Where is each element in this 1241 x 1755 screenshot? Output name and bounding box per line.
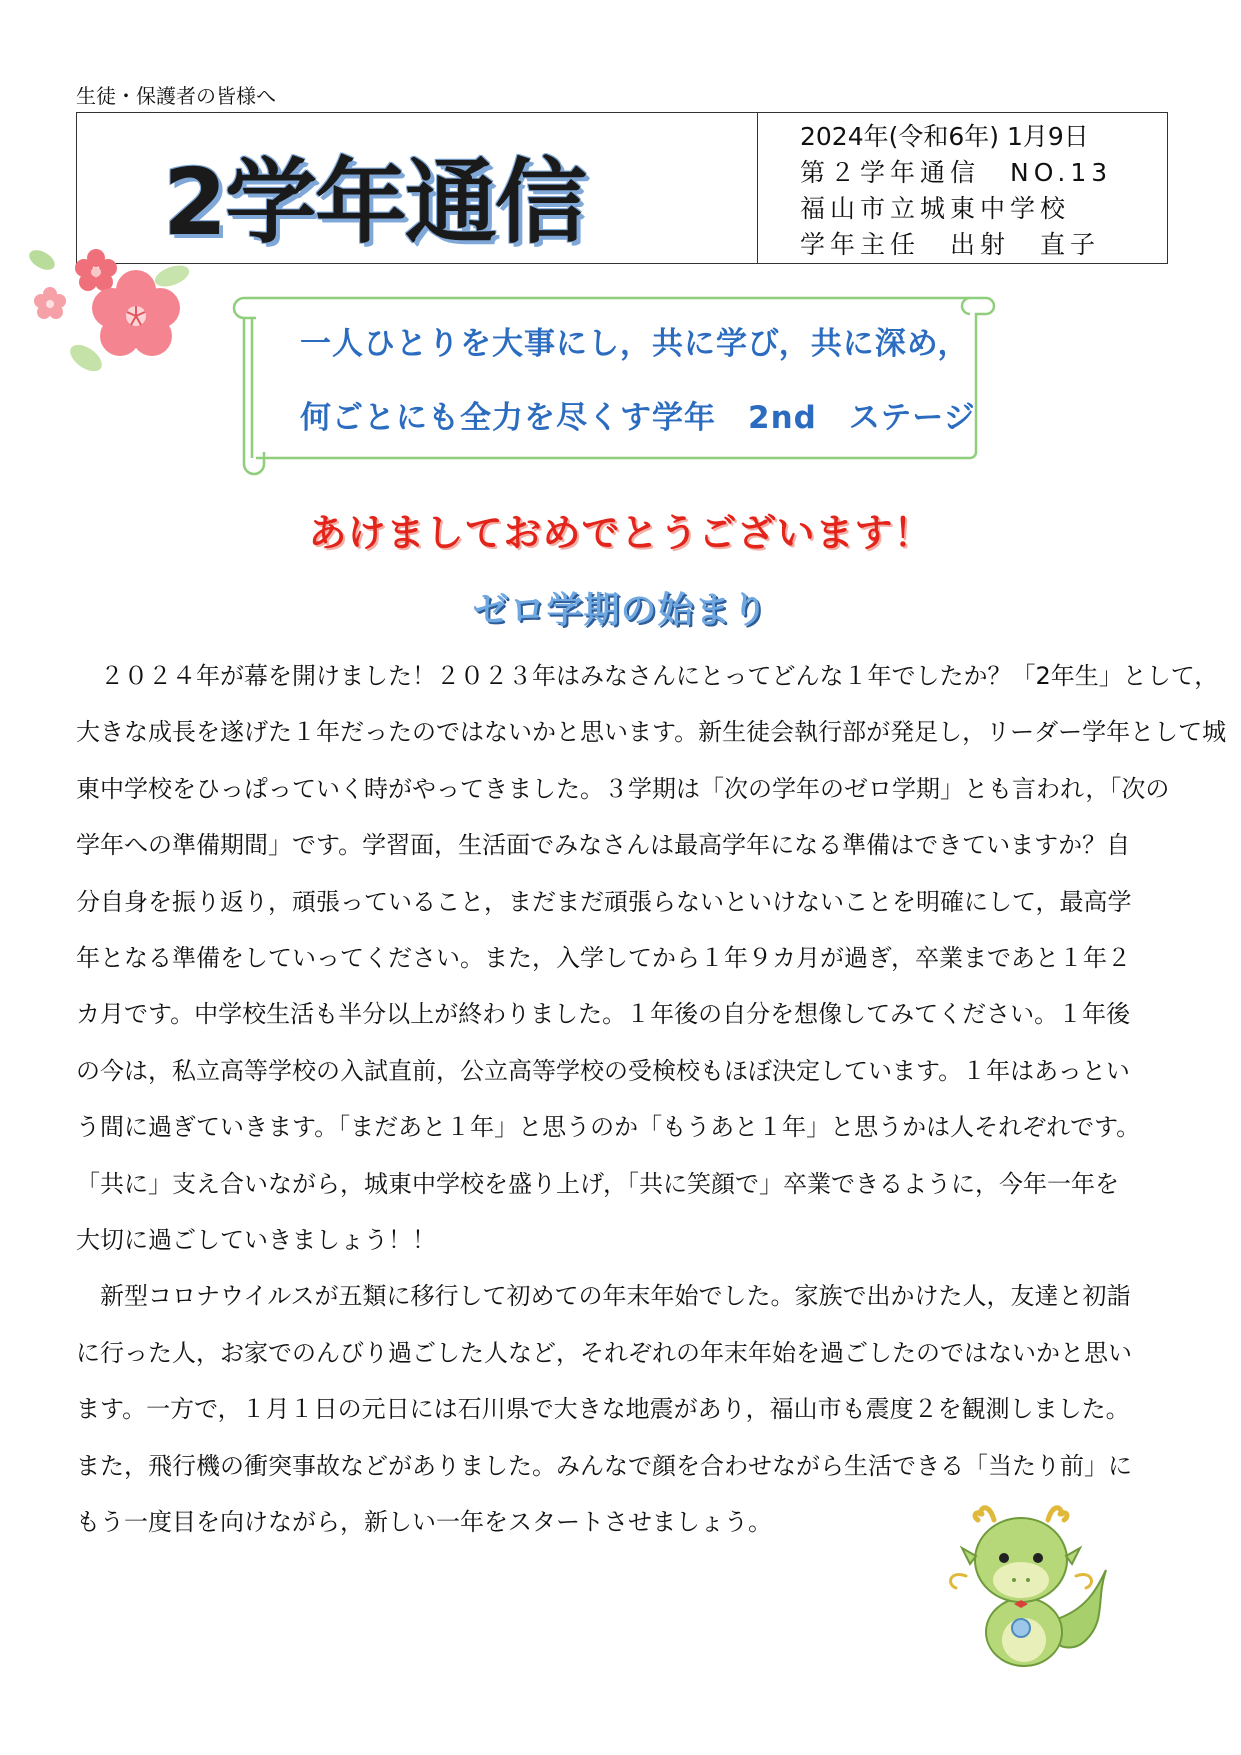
section-heading: ゼロ学期の始まり bbox=[472, 590, 769, 631]
body-line: もう一度目を向けながら，新しい一年をスタートさせましょう。 bbox=[76, 1508, 772, 1537]
header-box bbox=[76, 112, 1168, 264]
dragon-mascot-icon bbox=[936, 1500, 1116, 1670]
addressee: 生徒・保護者の皆様へ bbox=[76, 84, 276, 108]
body-line: 学年への準備期間」です。学習面，生活面でみなさんは最高学年になる準備はできていますか？自 bbox=[76, 831, 1131, 860]
body-text bbox=[76, 648, 1227, 1551]
body-line: 大切に過ごしていきましょう！！ bbox=[76, 1226, 436, 1255]
body-line: 東中学校をひっぱっていく時がやってきました。３学期は「次の学年のゼロ学期」とも言われ，「次の bbox=[76, 774, 1170, 803]
motto-line-1: 一人ひとりを大事にし，共に学び，共に深め， bbox=[300, 326, 970, 362]
body-line: 分自身を振り返り，頑張っていること，まだまだ頑張らないといけないことを明確にして，最高学 bbox=[76, 887, 1132, 916]
issue-number: 第２学年通信 NO.13 bbox=[800, 158, 1113, 187]
body-line: の今は，私立高等学校の入試直前，公立高等学校の受検校もほぼ決定しています。１年はあっとい bbox=[76, 1056, 1130, 1085]
body-line: に行った人，お家でのんびり過ごした人など，それぞれの年末年始を過ごしたのではないかと思い bbox=[76, 1338, 1132, 1367]
plum-blossom-icon bbox=[24, 246, 194, 376]
teacher-name: 学年主任 出射 直子 bbox=[800, 230, 1101, 259]
body-line: 大きな成長を遂げた１年だったのではないかと思います。新生徒会執行部が発足し，リーダー学年として城 bbox=[76, 718, 1227, 747]
body-line: 年となる準備をしていってください。また，入学してから１年９カ月が過ぎ，卒業まであと１年２ bbox=[76, 944, 1132, 973]
issue-info bbox=[757, 113, 1167, 263]
body-line: 新型コロナウイルスが五類に移行して初めての年末年始でした。家族で出かけた人，友達と初詣 bbox=[76, 1282, 1131, 1311]
body-line: カ月です。中学校生活も半分以上が終わりました。１年後の自分を想像してみてください。１年後 bbox=[76, 1000, 1131, 1029]
body-line: う間に過ぎていきます。「まだあと１年」と思うのか「もうあと１年」と思うかは人それぞれです。 bbox=[76, 1113, 1141, 1142]
newsletter-title: 2学年通信 bbox=[163, 149, 586, 256]
new-year-greeting: あけましておめでとうございます！ bbox=[308, 511, 933, 555]
body-line: また，飛行機の衝突事故などがありました。みんなで顔を合わせながら生活できる「当たり前」に bbox=[76, 1451, 1132, 1480]
school-name: 福山市立城東中学校 bbox=[800, 194, 1071, 223]
issue-date: 2024年(令和6年) 1月9日 bbox=[800, 122, 1089, 151]
body-line: ます。一方で，１月１日の元日には石川県で大きな地震があり，福山市も震度２を観測しました。 bbox=[76, 1395, 1130, 1424]
body-line: ２０２４年が幕を開けました！２０２３年はみなさんにとってどんな１年でしたか？「2年生」として， bbox=[76, 662, 1219, 690]
title-area bbox=[77, 113, 757, 263]
motto-line-2: 何ごとにも全力を尽くす学年 2nd ステージ bbox=[300, 400, 976, 436]
body-line: 「共に」支え合いながら，城東中学校を盛り上げ，「共に笑顔で」卒業できるように，今年一年を bbox=[76, 1169, 1120, 1198]
